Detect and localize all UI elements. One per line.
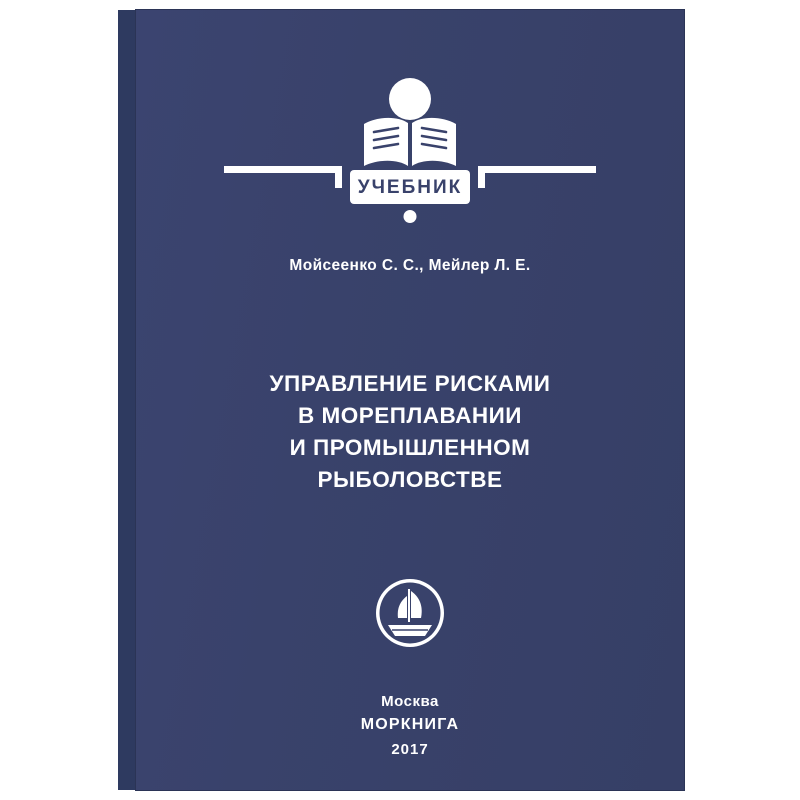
imprint-publisher: МОРКНИГА	[360, 716, 460, 734]
book-cover-image	[118, 10, 684, 790]
emblem-ribbon	[350, 170, 470, 204]
book-imprint	[136, 690, 684, 761]
emblem-rule-left	[224, 166, 342, 173]
book-title-line-1: УПРАВЛЕНИЕ РИСКАМИ	[269, 371, 551, 396]
book-title-line-2: В МОРЕПЛАВАНИИ	[298, 402, 522, 428]
uchebnik-emblem	[136, 78, 684, 238]
book-spine	[118, 10, 137, 790]
book-title-line-4: РЫБОЛОВСТВЕ	[317, 466, 503, 492]
emblem-rule-right	[478, 166, 596, 173]
emblem-center	[345, 78, 475, 238]
book-authors: Мойсеенко С. С., Мейлер Л. Е.	[289, 257, 531, 274]
imprint-year: 2017	[391, 741, 429, 759]
book-title	[176, 368, 644, 496]
sailing-ship-logo-icon	[375, 578, 445, 648]
imprint-city: Москва	[381, 693, 439, 710]
book-title-line-3: И ПРОМЫШЛЕННОМ	[289, 434, 531, 460]
book-front-cover	[136, 10, 684, 790]
open-book-icon	[358, 114, 462, 172]
emblem-dot	[404, 210, 417, 223]
emblem-label: УЧЕБНИК	[357, 176, 463, 198]
